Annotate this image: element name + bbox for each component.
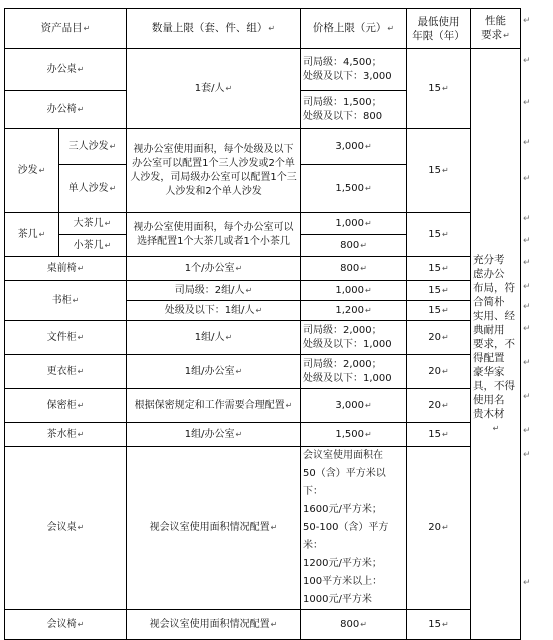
item-name: 会议桌↵ — [5, 447, 127, 610]
price-cell: 3,000↵ — [301, 389, 407, 423]
furniture-standards-table — [4, 8, 521, 640]
life-cell: 15↵ — [407, 257, 471, 281]
life-cell: 15↵ — [407, 301, 471, 321]
price-cell: 800↵ — [301, 235, 407, 257]
quantity-cell: 根据保密规定和工作需要合理配置↵ — [127, 389, 301, 423]
header-row — [5, 9, 521, 49]
performance-line: 豪华家 — [473, 365, 505, 378]
price-cell: 司局级：2,000； 处级及以下：1,000 — [301, 355, 407, 389]
quantity-cell: 处级及以下：1组/人↵ — [127, 301, 301, 321]
price-cell: 3,000↵ — [301, 129, 407, 165]
performance-line: 合简朴 — [473, 295, 505, 308]
price-cell: 1,500↵ — [301, 423, 407, 447]
performance-line: 贵木材 — [473, 407, 505, 420]
header-item: 资产品目↵ — [5, 9, 127, 49]
life-cell: 15↵ — [407, 281, 471, 301]
price-cell: 1,000↵ — [301, 213, 407, 235]
table-row — [5, 389, 521, 423]
life-cell: 15↵ — [407, 49, 471, 129]
item-name: 茶水柜↵ — [5, 423, 127, 447]
quantity-cell: 视办公室使用面积，每个办公室可以选择配置1个大茶几或者1个小茶几 — [127, 213, 301, 257]
row-end-mark: ↵ — [523, 174, 531, 184]
header-min-life: 最低使用 年限（年） — [407, 9, 471, 49]
quantity-cell: 视会议室使用面积情况配置↵ — [127, 610, 301, 640]
life-cell: 15↵ — [407, 213, 471, 257]
header-quantity: 数量上限（套、件、组）↵ — [127, 9, 301, 49]
performance-line: 得配置 — [473, 351, 505, 364]
price-cell: 司局级：2,000； 处级及以下：1,000 — [301, 321, 407, 355]
quantity-cell: 1套/人↵ — [127, 49, 301, 129]
price-cell: 1,200↵ — [301, 301, 407, 321]
row-end-mark: ↵ — [523, 258, 531, 268]
item-name: 办公椅↵ — [5, 91, 127, 129]
item-name: 小茶几↵ — [59, 235, 127, 257]
table-row — [5, 281, 521, 301]
performance-line: 具，不得 — [473, 379, 516, 392]
quantity-cell: 1个/办公室↵ — [127, 257, 301, 281]
performance-line: 充分考 — [473, 253, 505, 266]
performance-line: 布局，符 — [473, 281, 516, 294]
quantity-cell: 1组/办公室↵ — [127, 423, 301, 447]
item-name: 更衣柜↵ — [5, 355, 127, 389]
group-name-teatable: 茶几↵ — [5, 213, 59, 257]
performance-line: 要求，不 — [473, 337, 516, 350]
row-end-mark: ↵ — [523, 426, 531, 436]
item-name: 办公桌↵ — [5, 49, 127, 91]
paragraph-mark: ↵ — [492, 423, 500, 433]
header-performance: 性能 要求↵ — [471, 9, 521, 49]
row-end-mark: ↵ — [523, 98, 531, 108]
performance-requirements — [471, 49, 521, 640]
price-cell: 800↵ — [301, 610, 407, 640]
life-cell: 20↵ — [407, 447, 471, 610]
table-row — [5, 610, 521, 640]
row-end-mark: ↵ — [523, 282, 531, 292]
price-cell: 1,500↵ — [301, 165, 407, 213]
table-row — [5, 49, 521, 91]
table-row — [5, 355, 521, 389]
item-name: 会议椅↵ — [5, 610, 127, 640]
performance-line: 虑办公 — [473, 267, 505, 280]
row-end-mark: ↵ — [523, 324, 531, 334]
item-name: 单人沙发↵ — [59, 165, 127, 213]
life-cell: 15↵ — [407, 129, 471, 213]
item-name: 桌前椅↵ — [5, 257, 127, 281]
life-cell: 20↵ — [407, 355, 471, 389]
life-cell: 20↵ — [407, 321, 471, 355]
row-end-mark: ↵ — [523, 16, 531, 26]
row-end-mark: ↵ — [523, 302, 531, 312]
price-cell: 会议室使用面积在 50（含）平方米以下： 1600元/平方米； 50-100（含）平方米： 1200元/平方米； 100平方米以上： 1000元/平方米 — [301, 447, 407, 610]
row-end-mark: ↵ — [523, 138, 531, 148]
item-name: 书柜↵ — [5, 281, 127, 321]
price-cell: 司局级：4,500； 处级及以下：3,000 — [301, 49, 407, 91]
price-cell: 司局级：1,500； 处级及以下：800 — [301, 91, 407, 129]
group-name-sofa: 沙发↵ — [5, 129, 59, 213]
item-name: 三人沙发↵ — [59, 129, 127, 165]
quantity-cell: 1组/办公室↵ — [127, 355, 301, 389]
item-name: 文件柜↵ — [5, 321, 127, 355]
quantity-cell: 视办公室使用面积，每个处级及以下办公室可以配置1个三人沙发或2个单人沙发，司局级办公室可以配置1个三人沙发和2个单人沙发 — [127, 129, 301, 213]
life-cell: 20↵ — [407, 389, 471, 423]
table-row — [5, 213, 521, 235]
item-name: 保密柜↵ — [5, 389, 127, 423]
item-name: 大茶几↵ — [59, 213, 127, 235]
row-end-mark: ↵ — [523, 450, 531, 460]
life-cell: 15↵ — [407, 610, 471, 640]
price-cell: 800↵ — [301, 257, 407, 281]
row-end-mark: ↵ — [523, 578, 531, 588]
table-row — [5, 257, 521, 281]
table-row — [5, 321, 521, 355]
header-price: 价格上限（元）↵ — [301, 9, 407, 49]
performance-line: 使用名 — [473, 393, 505, 406]
row-end-mark: ↵ — [523, 56, 531, 66]
life-cell: 15↵ — [407, 423, 471, 447]
performance-line: 典耐用 — [473, 323, 505, 336]
row-end-mark: ↵ — [523, 392, 531, 402]
table-row — [5, 423, 521, 447]
row-end-mark: ↵ — [523, 236, 531, 246]
performance-line: 实用、经 — [473, 309, 516, 322]
quantity-cell: 视会议室使用面积情况配置↵ — [127, 447, 301, 610]
price-cell: 1,000↵ — [301, 281, 407, 301]
table-row — [5, 447, 521, 610]
row-end-mark: ↵ — [523, 214, 531, 224]
table-row — [5, 129, 521, 165]
row-end-mark: ↵ — [523, 358, 531, 368]
quantity-cell: 司局级：2组/人↵ — [127, 281, 301, 301]
quantity-cell: 1组/人↵ — [127, 321, 301, 355]
